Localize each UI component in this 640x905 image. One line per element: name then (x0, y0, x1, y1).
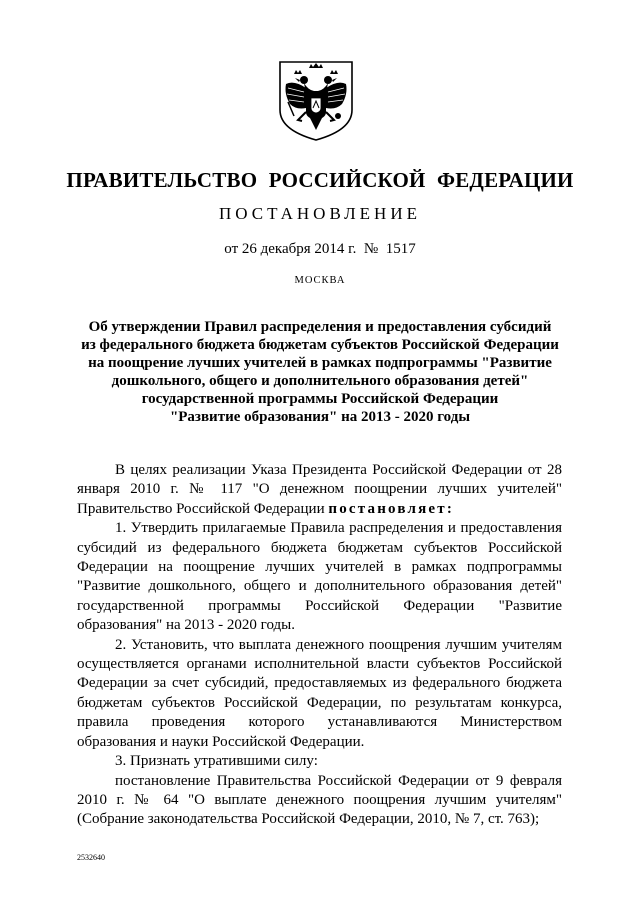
item-3-paragraph: 3. Признать утратившими силу: (115, 753, 318, 770)
document-date-number: от 26 декабря 2014 г. № 1517 (224, 241, 416, 257)
coat-of-arms-icon (274, 58, 358, 142)
item-3-subitem-paragraph: постановление Правительства Российской Федерации от 9 февраля 2010 г. № 64 "О выплате денежного поощрения лучшим учителям" (Собрание законодательства Российской Федерации, 2010, № 7, ст. 763); (77, 772, 562, 828)
decree-word: постановляет: (328, 500, 455, 517)
document-body (77, 461, 562, 830)
heading-line: государственной программы Российской Федерации (141, 391, 499, 407)
heading-line: из федерального бюджета бюджетам субъектов Российской Федерации (81, 337, 559, 353)
government-title: ПРАВИТЕЛЬСТВО РОССИЙСКОЙ ФЕДЕРАЦИИ (66, 168, 574, 192)
item-2-paragraph: 2. Установить, что выплата денежного поощрения лучшим учителям осуществляется органами исполнительной власти субъектов Российской Федерации за счет субсидий, предоставляемых из федерального бюджета бюджетам субъектов Российской Федерации, по результатам конкурса, правила проведения которого устанавливаются Министерством образования и науки Российской Федерации. (77, 636, 562, 750)
heading-line: дошкольного, общего и дополнительного образования детей" (111, 373, 529, 389)
document-type: ПОСТАНОВЛЕНИЕ (218, 204, 421, 223)
preamble-paragraph (77, 461, 562, 519)
heading-line: на поощрение лучших учителей в рамках подпрограммы "Развитие (88, 355, 552, 371)
document-city: МОСКВА (294, 275, 346, 286)
document-code: 2532640 (77, 853, 105, 862)
document-heading (60, 318, 580, 426)
heading-line: "Развитие образования" на 2013 - 2020 годы (169, 409, 471, 425)
heading-line: Об утверждении Правил распределения и предоставления субсидий (88, 319, 552, 335)
item-1-paragraph: 1. Утвердить прилагаемые Правила распределения и предоставления субсидий из федерального бюджета бюджетам субъектов Российской Федерации на поощрение лучших учителей в рамках подпрограммы "Развитие дошкольного, общего и дополнительного образования детей" государственной программы Российской Федерации "Развитие образования" на 2013 - 2020 годы. (77, 520, 562, 634)
preamble-text: В целях реализации Указа Президента Российской Федерации от 28 января 2010 г. № 117 "О денежном поощрении лучших учителей" Правительство Российской Федерации (77, 462, 562, 517)
